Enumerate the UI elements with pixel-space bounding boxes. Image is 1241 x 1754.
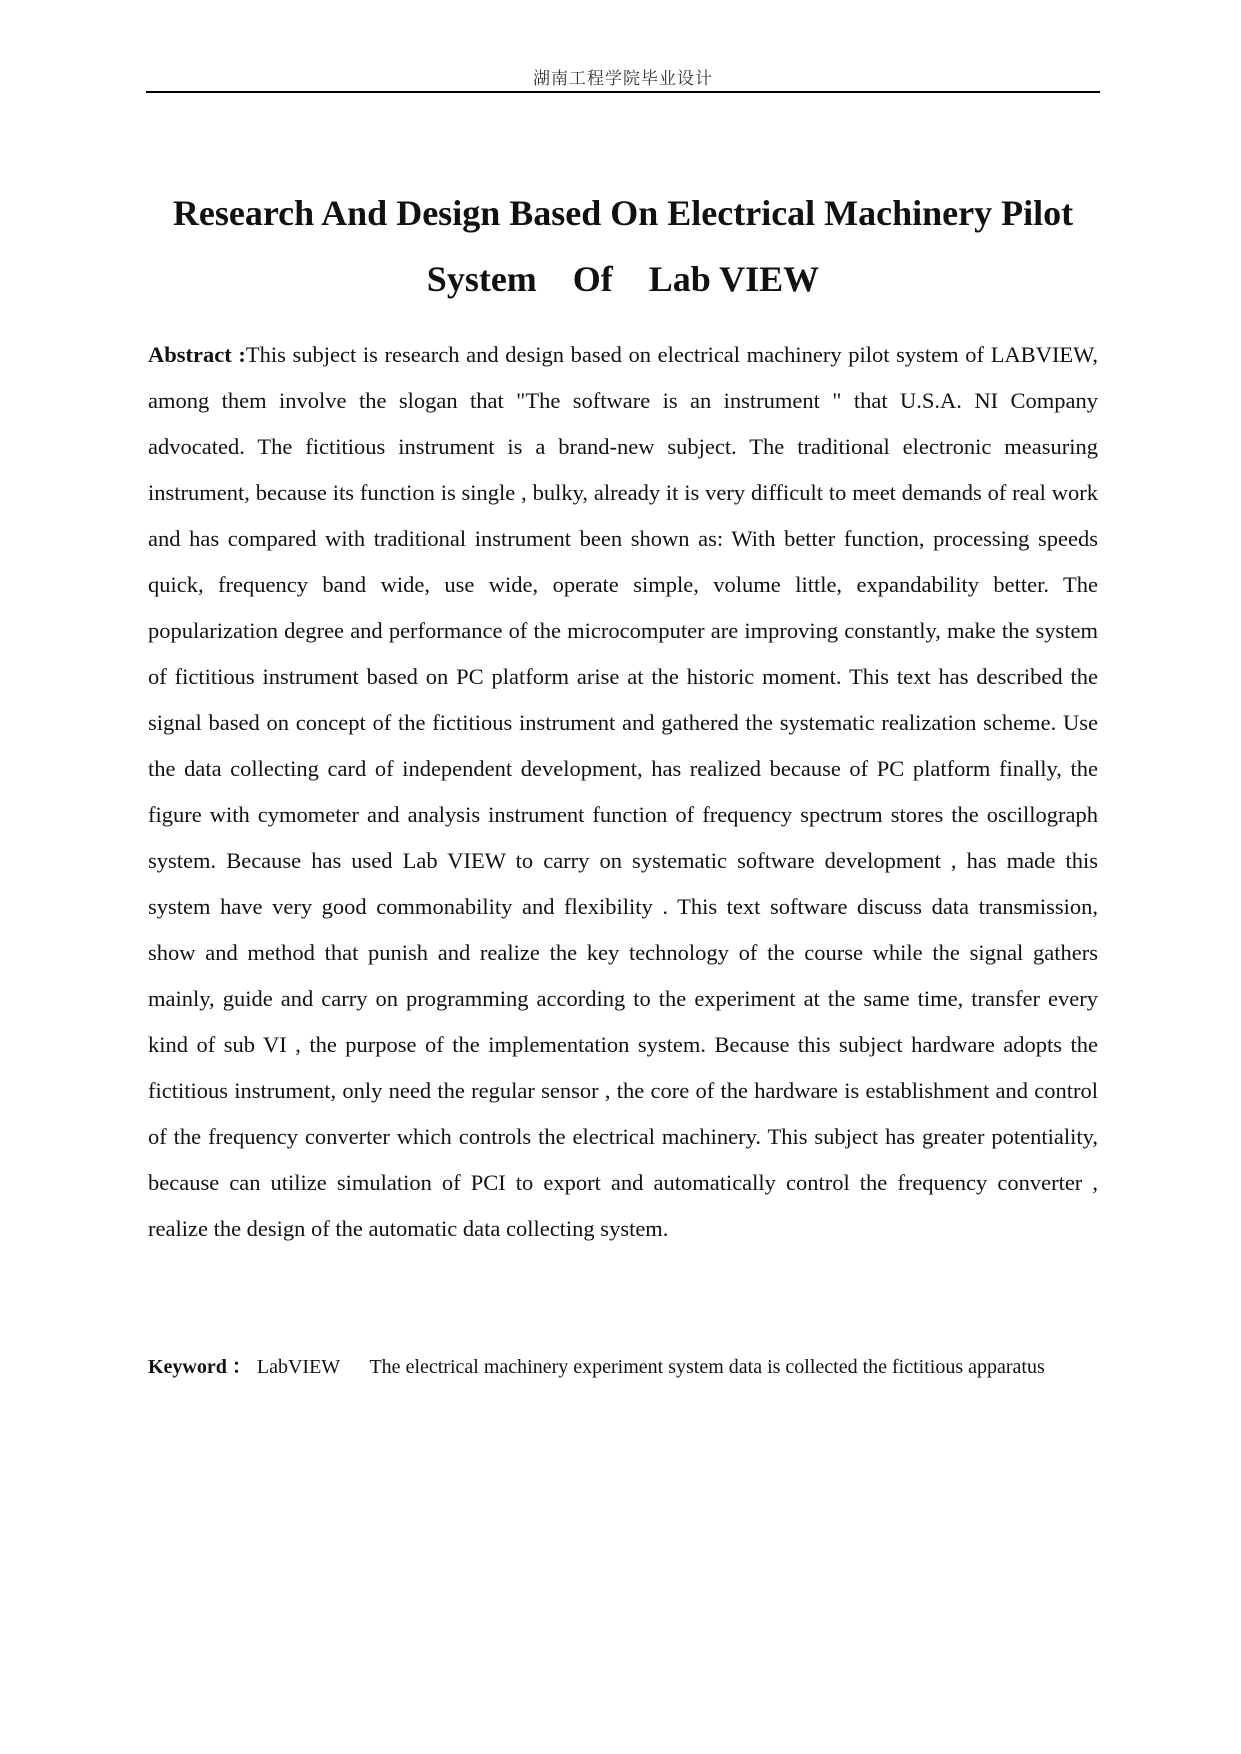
running-header: 湖南工程学院毕业设计 bbox=[533, 69, 713, 89]
abstract-text: This subject is research and design based on electrical machinery pilot system of LABVIEW, among them involve the slogan that "The software is an instrument " that U.S.A. NI Company advocated. The fictitious instrument is a brand-new subject. The traditional electronic measuring instrument, because its function is single , bulky, already it is very difficult to meet demands of real work and has compared with traditional instrument been shown as: With better function, processing speeds quick, frequency band wide, use wide, operate simple, volume little, expandability better. The popularization degree and performance of the microcomputer are improving constantly, make the system of fictitious instrument based on PC platform arise at the historic moment. This text has described the signal based on concept of the fictitious instrument and gathered the systematic realization scheme. Use the data collecting card of independent development, has realized because of PC platform finally, the figure with cymometer and analysis instrument function of frequency spectrum stores the oscillograph system. Because has used Lab VIEW to carry on systematic software development , has made this system have very good commonability and flexibility . This text software discuss data transmission, show and method that punish and realize the key technology of the course while the signal gathers mainly, guide and carry on programming according to the experiment at the same time, transfer every kind of sub VI , the purpose of the implementation system. Because this subject hardware adopts the fictitious instrument, only need the regular sensor , the core of the hardware is establishment and control of the frequency converter which controls the electrical machinery. This subject has greater potentiality, because can utilize simulation of PCI to export and automatically control the frequency converter , realize the design of the automatic data collecting system. bbox=[148, 342, 1098, 1241]
header-rule bbox=[146, 91, 1100, 93]
abstract-label: Abstract : bbox=[148, 342, 246, 367]
title-line-1: Research And Design Based On Electrical Machinery Pilot bbox=[172, 193, 1074, 233]
keyword-paragraph bbox=[148, 1344, 1098, 1390]
title-line-2: System Of Lab VIEW bbox=[426, 259, 820, 299]
abstract-paragraph bbox=[148, 332, 1098, 1252]
document-title bbox=[130, 180, 1116, 312]
keyword-rest: The electrical machinery experiment system data is collected the fictitious apparatus bbox=[369, 1356, 1045, 1378]
keyword-label: Keyword ： bbox=[148, 1356, 252, 1378]
keyword-term-labview: LabVIEW bbox=[256, 1356, 370, 1378]
